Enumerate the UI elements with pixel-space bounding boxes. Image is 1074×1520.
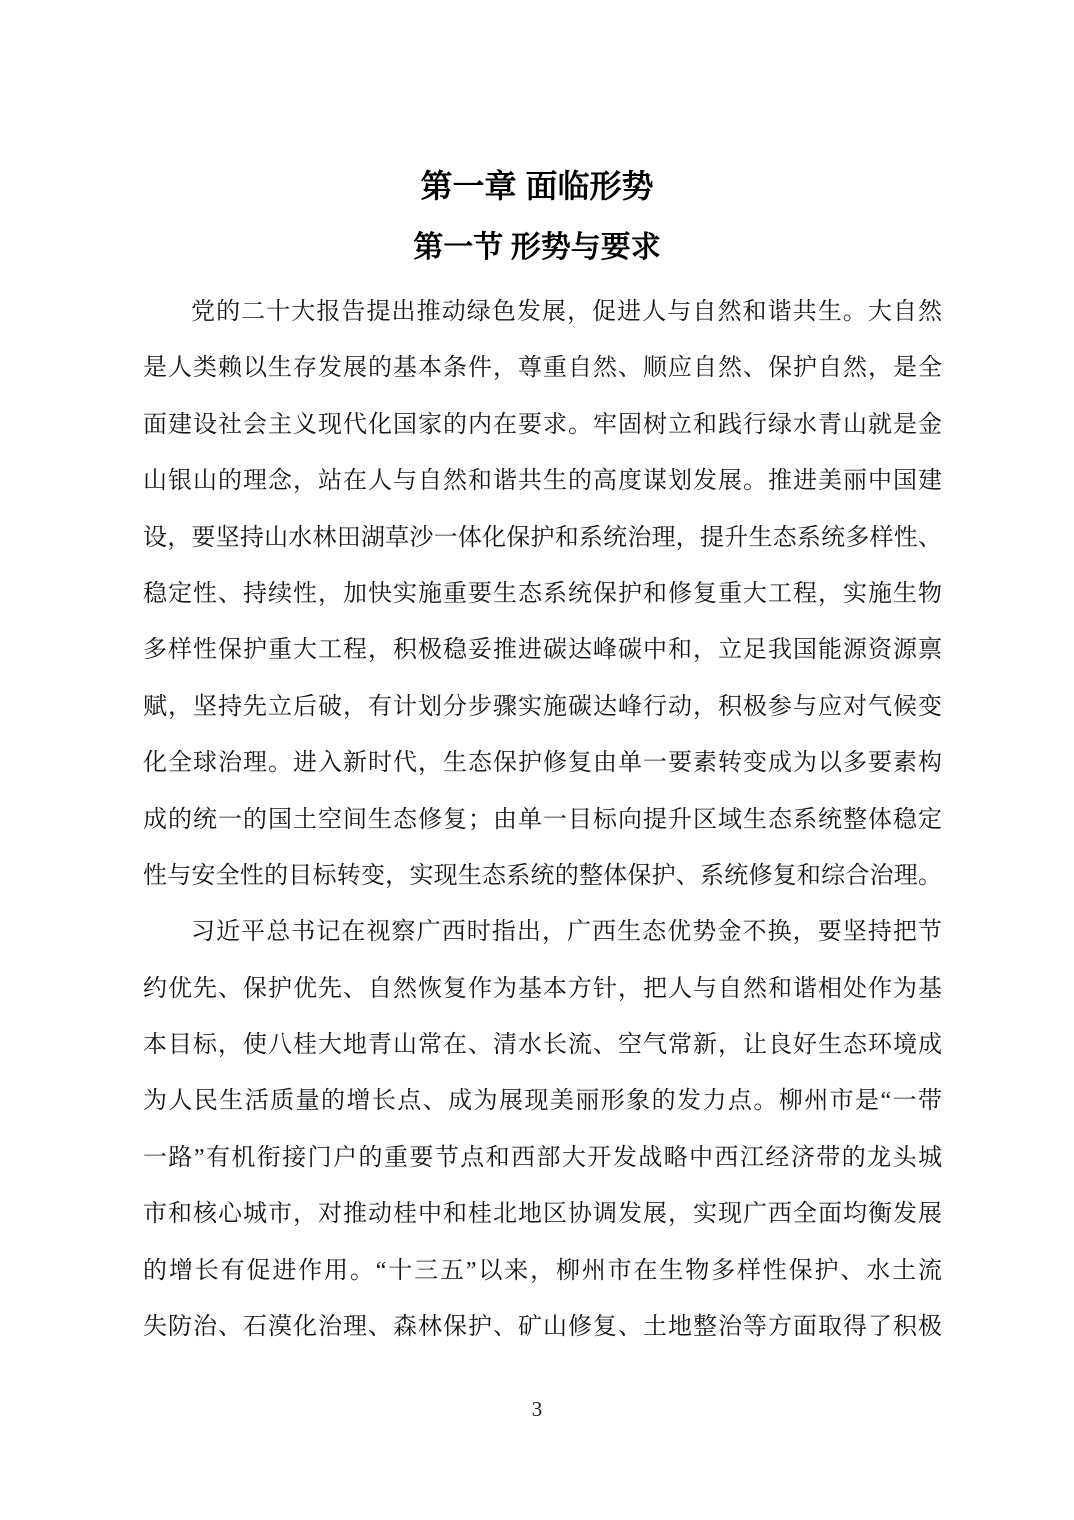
- text-line: 赋，坚持先立后破，有计划分步骤实施碳达峰行动，积极参与应对气候变: [143, 693, 942, 720]
- text-line: 失防治、石漠化治理、森林保护、矿山修复、土地整治等方面取得了积极: [143, 1314, 942, 1341]
- text-line: 约优先、保护优先、自然恢复作为基本方针，把人与自然和谐相处作为基: [143, 975, 942, 1002]
- section-title: 第一节 形势与要求: [413, 231, 661, 264]
- text-line: 多样性保护重大工程，积极稳妥推进碳达峰碳中和，立足我国能源资源禀: [143, 637, 942, 664]
- chapter-title: 第一章 面临形势: [420, 168, 654, 204]
- text-line: 化全球治理。进入新时代，生态保护修复由单一要素转变成为以多要素构: [143, 750, 942, 777]
- document-body: [143, 284, 942, 1355]
- text-line: 性与安全性的目标转变，实现生态系统的整体保护、系统修复和综合治理。: [143, 862, 942, 889]
- paragraph: [143, 284, 942, 904]
- text-line: 稳定性、持续性，加快实施重要生态系统保护和修复重大工程，实施生物: [143, 580, 942, 607]
- text-line: 市和核心城市，对推动桂中和桂北地区协调发展，实现广西全面均衡发展: [143, 1201, 942, 1228]
- text-line: 成的统一的国土空间生态修复；由单一目标向提升区域生态系统整体稳定: [143, 806, 942, 833]
- text-line: 党的二十大报告提出推动绿色发展，促进人与自然和谐共生。大自然: [191, 299, 942, 325]
- text-line: 是人类赖以生存发展的基本条件，尊重自然、顺应自然、保护自然，是全: [143, 355, 942, 382]
- text-line: 面建设社会主义现代化国家的内在要求。牢固树立和践行绿水青山就是金: [143, 411, 942, 438]
- text-line: 习近平总书记在视察广西时指出，广西生态优势金不换，要坚持把节: [191, 919, 942, 946]
- text-line: 的增长有促进作用。“十三五”以来，柳州市在生物多样性保护、水土流: [143, 1257, 942, 1284]
- text-line: 本目标，使八桂大地青山常在、清水长流、空气常新，让良好生态环境成: [143, 1032, 942, 1059]
- paragraph: [143, 904, 942, 1355]
- text-line: 为人民生活质量的增长点、成为展现美丽形象的发力点。柳州市是“一带: [143, 1088, 942, 1115]
- text-line: 山银山的理念，站在人与自然和谐共生的高度谋划发展。推进美丽中国建: [143, 468, 942, 495]
- text-line: 一路”有机衔接门户的重要节点和西部大开发战略中西江经济带的龙头城: [143, 1144, 942, 1171]
- page-number: 3: [531, 1397, 543, 1421]
- text-line: 设，要坚持山水林田湖草沙一体化保护和系统治理，提升生态系统多样性、: [143, 524, 942, 551]
